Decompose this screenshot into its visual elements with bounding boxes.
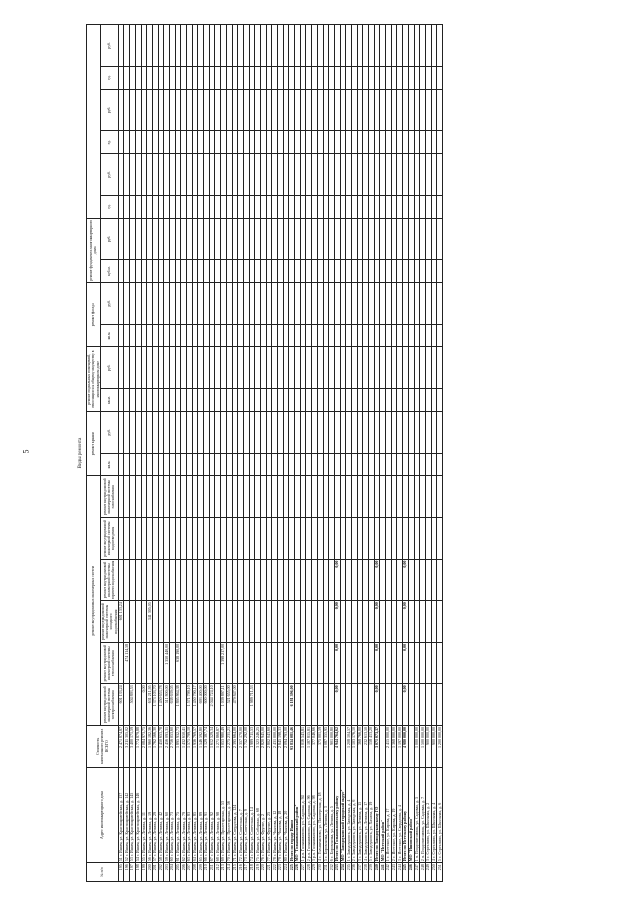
cell-addr: Итого по Заводоуковскому ГО [374,767,380,863]
header-facade-rub: руб. [100,283,118,325]
header-engineering: ремонт внутридомовых инженерных систем [87,476,101,726]
cell-addr: 65 г. Ишим, ул. Ленина, д. 89 [198,767,204,863]
table-row [437,25,443,882]
cell-addr: 1 п. Плодопитомник, ул. Садовая, д. 5 [414,767,420,863]
cell-n: 219 [255,863,261,882]
cell-addr: Итого по Голышмановскому району [334,767,340,863]
cell-n: 222 [272,863,278,882]
cell-addr: 4 г. Заводоуковск, ул. Ленина, д. 17 [363,767,369,863]
cell-n: 205 [175,863,181,882]
cell-cost: 2 845 198,33 [278,726,284,768]
cell-cost: 2 357 170,00 [238,726,244,768]
cell-n: 217 [243,863,249,882]
cell-cold: 0,00 [334,601,340,643]
cell-n: 247 [414,863,420,882]
cell-n: 235 [346,863,352,882]
cell-addr: 2 с. Исетское, ул. Кирова, д. 19 [391,767,397,863]
cell-n: 242 [386,863,392,882]
cell-el: 504 893,53 [130,684,136,726]
cell-addr: 66 г. Ишим, ул. Ленина, д. 91 [204,767,210,863]
cell-n: 243 [391,863,397,882]
cell-cost: 900 000,00 [431,726,437,768]
cell-n: 236 [351,863,357,882]
cell-cost: 1 368 000,00 [391,726,397,768]
cell-addr: МО "Ишимский район" [408,767,414,863]
cell-addr: 56 г. Ишим, ул. Ленина, д. 19 [147,767,153,863]
header-extra [87,25,101,219]
cell-n: 216 [238,863,244,882]
header-foundation-rub: руб. [100,218,118,260]
cell-cost: 3 211 305,02 [124,726,130,768]
header-basement-rub: руб. [100,347,118,389]
header-extra-1: ед. [100,195,118,218]
cell-addr: 75 г. Ишим, ул. Соборная, д. 68 [255,767,261,863]
rotated-sheet [78,24,620,882]
cell-fm3 [437,260,443,283]
cell-el: 2 044 724,10 [209,684,215,726]
cell-addr: 62 г. Ишим, ул. Ленина, д. 79 [181,767,187,863]
header-cold: ремонт внутридомовой инженерной системы холодного водоснабжения [100,601,118,643]
cell-addr: 3 г. Заводоуковск, ул. Ленина, д. 15 [357,767,363,863]
cell-cost: 368 766,00 [357,726,363,768]
cell-el: 1 895 864,38 [175,684,181,726]
cell-n: 228 [306,863,312,882]
cell-cost: 1 450 653,78 [158,726,164,768]
cell-e6 [437,25,443,67]
cell-heat: 0,00 [403,642,409,684]
header-gas: ремонт внутридомовой инженерной системы газоснабжения [100,476,118,518]
cell-n: 207 [187,863,193,882]
cell-cost: 232 613,50 [363,726,369,768]
cell-n: 213 [221,863,227,882]
cell-cost: 1 774 879,88 [135,726,141,768]
cell-cost: 2 431 000,00 [272,726,278,768]
cell-el: 1 989 711,53 [249,684,255,726]
cell-n: 202 [158,863,164,882]
cell-addr: Итого по Исетскому району [403,767,409,863]
cell-n: 204 [169,863,175,882]
header-electro: ремонт внутридомовой инженерной системы электроснабжения [100,684,118,726]
cell-addr: 51 г. Ишим, ул. Красноармейская, д. 137 [118,767,124,863]
cell-cost: 1 208 104,57 [346,726,352,768]
header-extra-3: ед. [100,131,118,154]
cell-n: 199 [141,863,147,882]
cell-cost: 1 960 182,36 [147,726,153,768]
cell-el: 631 211,95 [147,684,153,726]
cell-el: 1 571 799,10 [187,684,193,726]
cell-cost: 2 415 000,00 [386,726,392,768]
cell-cold [437,601,443,643]
cell-cost: 1 936 769,57 [192,726,198,768]
cell-cold: 341 305,05 [147,601,153,643]
cell-cost: 901 000,80 [329,726,335,768]
cell-addr: 3 с. Стрехнино, ул. Школьная, д. 2 [425,767,431,863]
cell-cost: 2 275 231,21 [226,726,232,768]
cell-el: 1 450 790,17 [192,684,198,726]
cell-addr: 74 г. Ишим, ул. Советская, д. 14 [249,767,255,863]
cell-n: 221 [266,863,272,882]
cell-addr: 58 г. Ишим, ул. Ленина, д. 42 [158,767,164,863]
cell-e3 [437,131,443,154]
cell-addr: 53 г. Ишим, ул. Красноармейская, д. 145 [130,767,136,863]
cell-e2 [437,154,443,196]
cell-addr: 5 с. Стрехнино, ул. Школьная, д. 6 [437,767,443,863]
cell-addr: 72 г. Ишим, ул. Советская, д. 7 [238,767,244,863]
cell-n: 214 [226,863,232,882]
cell-el: 600 000,00 [204,684,210,726]
repair-table [86,24,443,882]
cell-cost: 3 129 387,74 [204,726,210,768]
header-row-1 [87,25,101,882]
cell-cost: 2 395 664,00 [232,726,238,768]
cell-cost: 2 094 793,00 [283,726,289,768]
cell-addr: 3 р.п. Голышманово, ул. Садовая, д. 98 [312,767,318,863]
cell-el: 0,00 [403,684,409,726]
cell-e4 [437,89,443,131]
cell-cost: 4 944 764,62 [334,726,340,768]
cell-el: 638 639,05 [169,684,175,726]
cell-n: 231 [323,863,329,882]
cell-gas [437,476,443,518]
header-roof-rub: руб. [100,411,118,453]
cell-hot: 0,00 [403,559,409,601]
cell-frub [437,218,443,260]
cell-cost: 1 200 000,00 [437,726,443,768]
cell-el: 601 133,24 [118,684,124,726]
cell-bm2 [437,389,443,412]
cell-addr: 80 г. Ишим, ул. Чкалова, д. 20 [283,767,289,863]
cell-n: 249 [425,863,431,882]
cell-roof_m2 [437,453,443,476]
cell-addr: 70 г. Ишим, ул. Пролетарская, д. 56 [226,767,232,863]
cell-addr: 5 с. Боровлянка, ул. Ленина, д. 3 [323,767,329,863]
cell-heat: 1 350 440,00 [164,642,170,684]
header-extra-2: руб. [100,154,118,196]
cell-facade_m2 [437,324,443,347]
cell-cost: 1 989 711,53 [249,726,255,768]
cell-cost: 1 271 868,87 [215,726,221,768]
cell-n: 244 [397,863,403,882]
cell-brub [437,347,443,389]
cell-cost: 1 103 176,10 [351,726,357,768]
cell-cost: 2 820 945,00 [260,726,266,768]
header-foundation-m3: куб.м. [100,260,118,283]
cell-cost: 3 400 171,59 [130,726,136,768]
cell-heat: 474 114,58 [124,642,130,684]
cell-addr: Итого по городу Ишим [289,767,295,863]
cell-cost: 1 500 000,00 [420,726,426,768]
cell-el: 0,00 [374,684,380,726]
cell-heat: 0,00 [374,642,380,684]
cell-el [437,684,443,726]
cell-cost: 1 762 566,30 [152,726,158,768]
header-basement: ремонт подвальных помещений, относящихся к общему имуществу в многоквартирном доме [87,347,101,411]
cell-n: 246 [408,863,414,882]
cell-addr: 69 г. Ишим, ул. Пролетарская, д. 53 [221,767,227,863]
cell-addr: 71 г. Ишим, ул. Свердлова, д. 124 [232,767,238,863]
cell-cold: 0,00 [374,601,380,643]
cell-cost: 2 084 973,75 [141,726,147,768]
cell-n: 241 [380,863,386,882]
cell-cold: 601 133,24 [118,601,124,643]
cell-addr: МО "Голышмановский район" [295,767,301,863]
header-facade: ремонт фасада [87,283,101,347]
cell-n: 239 [369,863,375,882]
header-address: Адрес многоквартирного дома [87,767,119,863]
cell-cost: 2 456 093,31 [164,726,170,768]
cell-cost: 900 000,00 [425,726,431,768]
cell-n: 223 [278,863,284,882]
cell-addr: 73 г. Ишим, ул. Советская, д. 9 [243,767,249,863]
cell-n: 230 [317,863,323,882]
cell-cost: 1 432 650,41 [181,726,187,768]
cell-cost: 1 087 355,95 [323,726,329,768]
cell-n: 248 [420,863,426,882]
cell-cost: 1 571 799,10 [187,726,193,768]
cell-addr: 52 г. Ишим, ул. Красноармейская, д. 142 [124,767,130,863]
cell-addr: 78 г. Ишим, ул. Чкалова, д. 12 [272,767,278,863]
cell-addr: 1 с. Исетское, ул. Кирова, д. 17 [386,767,392,863]
cell-facade [437,283,443,325]
cell-n: 240 [374,863,380,882]
cell-n: 215 [232,863,238,882]
cell-cost: 4 980 000,00 [403,726,409,768]
cell-n: 238 [363,863,369,882]
cell-el: 521 655,00 [226,684,232,726]
header-heat: ремонт внутридомовой инженерной системы теплоснабжения [100,642,118,684]
cell-addr: МО "Исетский район" [380,767,386,863]
cell-cost: 3 053 980,49 [221,726,227,768]
cell-cost: 93 834 081,46 [289,726,295,768]
cell-cost: 1 197 000,00 [397,726,403,768]
cell-addr: 3 с. Исетское, ул. Свердлова, д. 4 [397,767,403,863]
cell-n: 229 [312,863,318,882]
cell-sewer [437,518,443,560]
header-cost: Стоимость капитального ремонта ВСЕГО [87,726,119,768]
cell-el: 1 039 897,11 [221,684,227,726]
cell-addr: 60 г. Ишим, ул. Ленина, д. 73 [169,767,175,863]
cell-cost: 3 323 246,25 [255,726,261,768]
cell-n: 201 [152,863,158,882]
cell-n: 226 [295,863,301,882]
cell-addr: 1 р.п. Голышманово, ул. Садовая, д. 94 [300,767,306,863]
header-facade-m2: кв.м. [100,324,118,347]
cell-cost: 1 546 592,80 [198,726,204,768]
cell-el: 6 181 396,00 [289,684,295,726]
cell-e5 [437,66,443,89]
cell-n: 234 [340,863,346,882]
cell-cost: 1 000 000,00 [414,726,420,768]
cell-addr: 61 г. Ишим, ул. Ленина, д. 75 [175,767,181,863]
cell-n: 203 [164,863,170,882]
cell-cold: 0,00 [403,601,409,643]
cell-addr: 4 с. Стрехнино, ул. Школьная, д. 4 [431,767,437,863]
cell-n: 210 [204,863,210,882]
cell-n: 237 [357,863,363,882]
cell-n: 251 [437,863,443,882]
cell-addr: 2 г. Заводоуковск, ул. Заводская, д. 6 [351,767,357,863]
cell-hot: 0,00 [374,559,380,601]
cell-el: 0,00 [334,684,340,726]
header-extra-5: ед. [100,66,118,89]
cell-cost: 1 895 932,73 [175,726,181,768]
cell-el: 1 450 653,78 [158,684,164,726]
cell-heat [437,642,443,684]
cell-addr: 6 с. Боровлянка, ул. Ленина, д. 5 [329,767,335,863]
cell-addr: 67 г. Ишим, ул. Ленина, д. 92 [209,767,215,863]
cell-addr: 1 г. Заводоуковск, ул. Заводская, д. 4 [346,767,352,863]
cell-cost: 2 471 874,87 [118,726,124,768]
cell-n: 196 [124,863,130,882]
cell-n: 198 [135,863,141,882]
cell-n: 245 [403,863,409,882]
cell-el: 1 373 103,70 [152,684,158,726]
cell-cost: 158 413,20 [369,726,375,768]
cell-cost: 1 752 292,00 [243,726,249,768]
cell-el: 511 800,00 [164,684,170,726]
page-number: 5 [21,449,31,454]
cell-cost: 2 802 043,60 [266,726,272,768]
cell-addr: 55 г. Ишим, ул. Ленина, д. 11 [141,767,147,863]
header-extra-4: руб. [100,89,118,131]
header-roof-m2: кв.м. [100,453,118,476]
header-roof: ремонт крыши [87,411,101,475]
cell-n: 206 [181,863,187,882]
cell-n: 200 [147,863,153,882]
cell-n: 197 [130,863,136,882]
table-caption: Виды ремонта [78,437,83,469]
cell-addr: МО "Заводоуковский городской округ" [340,767,346,863]
cell-hot [437,559,443,601]
cell-addr: 57 г. Ишим, ул. Ленина, д. 29 [152,767,158,863]
cell-heat: 1 398 217,00 [221,642,227,684]
cell-heat: 638 190,00 [175,642,181,684]
cell-cost: 1 187 815,81 [306,726,312,768]
cell-n: 225 [289,863,295,882]
header-extra-6: руб. [100,25,118,67]
header-sewer: ремонт внутридомовой инженерной системы водоотведения [100,518,118,560]
cell-n: 224 [283,863,289,882]
cell-n: 209 [198,863,204,882]
cell-addr: 5 г. Заводоуковск, ул. Хахина, д. 19 [369,767,375,863]
cell-addr: 79 г. Ишим, ул. Чкалова, д. 18 [278,767,284,863]
cell-cost: 1 612 529,34 [209,726,215,768]
cell-addr: 2 п. Плодопитомник, ул. Садовая, д. 7 [420,767,426,863]
cell-n: 233 [334,863,340,882]
cell-n: 232 [329,863,335,882]
header-foundation: ремонт фундамента многоквартирного дома [87,218,101,282]
cell-addr: 54 г. Ишим, ул. Красноармейская, д. 146 [135,767,141,863]
cell-addr: 63 г. Ишим, ул. Ленина, д. 83 [187,767,193,863]
cell-n: 218 [249,863,255,882]
header-hot: ремонт внутридомовой инженерной системы горячего водоснабжения [100,559,118,601]
cell-el: 479 847,00 [232,684,238,726]
cell-cost: 3 071 073,37 [374,726,380,768]
cell-n: 220 [260,863,266,882]
cell-roof [437,411,443,453]
cell-addr: 76 г. Ишим, ул. Фрунзе, д. 2 [260,767,266,863]
cell-el: 0,00 [141,684,147,726]
cell-n: 195 [118,863,124,882]
cell-cost: 2 756 053,60 [169,726,175,768]
cell-addr: 77 г. Ишим, ул. Фрунзе, д. 25 [266,767,272,863]
cell-n: 208 [192,863,198,882]
header-n: № п/п [87,863,119,882]
cell-e1 [437,195,443,218]
header-basement-m2: кв.м. [100,389,118,412]
cell-hot: 0,00 [334,559,340,601]
cell-n: 227 [300,863,306,882]
cell-cost: 1 016 543,81 [300,726,306,768]
cell-addr: 2 р.п. Голышманово, ул. Садовая, д. 96 [306,767,312,863]
cell-n: 211 [209,863,215,882]
table-body [118,25,442,882]
cell-n: 250 [431,863,437,882]
cell-addr: 59 г. Ишим, ул. Ленина, д. 60 [164,767,170,863]
cell-el: 693 400,00 [198,684,204,726]
rotated-table-wrapper [78,24,620,882]
cell-addr: 68 г. Ишим, ул. Ленина, д. 98 [215,767,221,863]
cell-cost: 375 001,59 [317,726,323,768]
cell-heat: 0,00 [334,642,340,684]
cell-addr: 64 г. Ишим, ул. Ленина, д. 85 [192,767,198,863]
cell-n: 212 [215,863,221,882]
cell-cost: 377 046,66 [312,726,318,768]
cell-addr: 4 с. Голышманово, ул. Пионерская, д. 18 [317,767,323,863]
